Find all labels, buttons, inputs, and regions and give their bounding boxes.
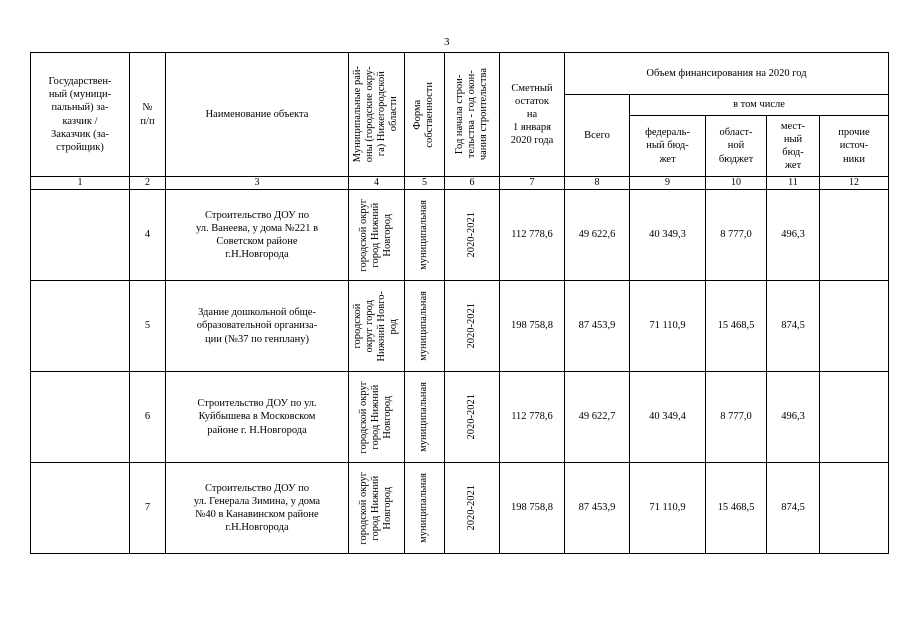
cell-estimate: 198 758,8 xyxy=(500,281,565,372)
table-row xyxy=(31,372,889,463)
header-row-1 xyxy=(31,53,889,95)
cell-num: 5 xyxy=(130,281,166,372)
page-number: 3 xyxy=(444,36,450,48)
cell-regional: 8 777,0 xyxy=(706,190,767,281)
cell-other xyxy=(820,372,889,463)
cell-regional: 8 777,0 xyxy=(706,372,767,463)
header-funding: Объем финансирования на 2020 год xyxy=(565,53,889,95)
column-number: 12 xyxy=(820,177,889,190)
header-name: Наименование объекта xyxy=(166,53,349,177)
cell-estimate: 112 778,6 xyxy=(500,190,565,281)
cell-years: 2020-2021 xyxy=(445,372,500,463)
cell-municipality: городской округ город Нижний Новгород xyxy=(349,190,405,281)
cell-object-name: Строительство ДОУ по ул. Генерала Зимина, у дома №40 в Канавинском районе г.Н.Новгорода xyxy=(166,463,349,554)
cell-estimate: 198 758,8 xyxy=(500,463,565,554)
cell-object-name: Здание дошкольной обще- образовательной организа- ции (№37 по генплану) xyxy=(166,281,349,372)
header-local: мест- ный бюд- жет xyxy=(767,116,820,177)
column-number: 8 xyxy=(565,177,630,190)
cell-other xyxy=(820,190,889,281)
cell-total: 49 622,6 xyxy=(565,190,630,281)
cell-total: 87 453,9 xyxy=(565,463,630,554)
cell-years: 2020-2021 xyxy=(445,190,500,281)
investment-table xyxy=(30,52,889,554)
cell-years: 2020-2021 xyxy=(445,463,500,554)
column-number: 2 xyxy=(130,177,166,190)
cell-customer xyxy=(31,281,130,372)
header-num: № п/п xyxy=(130,53,166,177)
header-including: в том числе xyxy=(630,95,889,116)
column-number: 9 xyxy=(630,177,706,190)
column-number: 1 xyxy=(31,177,130,190)
cell-local: 874,5 xyxy=(767,281,820,372)
cell-regional: 15 468,5 xyxy=(706,281,767,372)
cell-years: 2020-2021 xyxy=(445,281,500,372)
cell-municipality: городской округ город Нижний Новгород xyxy=(349,463,405,554)
column-number: 11 xyxy=(767,177,820,190)
cell-other xyxy=(820,463,889,554)
header-regional: област- ной бюджет xyxy=(706,116,767,177)
cell-local: 496,3 xyxy=(767,372,820,463)
cell-federal: 40 349,4 xyxy=(630,372,706,463)
header-estimate: Сметный остаток на 1 января 2020 года xyxy=(500,53,565,177)
cell-num: 7 xyxy=(130,463,166,554)
cell-object-name: Строительство ДОУ по ул. Куйбышева в Московском районе г. Н.Новгорода xyxy=(166,372,349,463)
header-ownership: Форма собственности xyxy=(405,53,445,177)
cell-local: 496,3 xyxy=(767,190,820,281)
cell-ownership: муниципальная xyxy=(405,190,445,281)
cell-customer xyxy=(31,463,130,554)
table-row xyxy=(31,190,889,281)
cell-customer xyxy=(31,372,130,463)
column-number: 7 xyxy=(500,177,565,190)
cell-num: 4 xyxy=(130,190,166,281)
column-number: 10 xyxy=(706,177,767,190)
cell-federal: 71 110,9 xyxy=(630,281,706,372)
header-years: Год начала строи- тельства - год окон- чания строительства xyxy=(445,53,500,177)
column-number: 6 xyxy=(445,177,500,190)
column-number: 3 xyxy=(166,177,349,190)
column-number: 4 xyxy=(349,177,405,190)
cell-total: 87 453,9 xyxy=(565,281,630,372)
table-row xyxy=(31,281,889,372)
cell-ownership: муниципальная xyxy=(405,372,445,463)
cell-local: 874,5 xyxy=(767,463,820,554)
column-number: 5 xyxy=(405,177,445,190)
header-customer: Государствен- ный (муници- пальный) за- казчик / Заказчик (за- стройщик) xyxy=(31,53,130,177)
column-numbers-row xyxy=(31,177,889,190)
cell-municipality: городской округ город Нижний Новгород xyxy=(349,372,405,463)
cell-ownership: муниципальная xyxy=(405,281,445,372)
cell-total: 49 622,7 xyxy=(565,372,630,463)
header-municipality: Муниципальные рай- оны (городские окру- га) Нижегородской области xyxy=(349,53,405,177)
cell-ownership: муниципальная xyxy=(405,463,445,554)
header-federal: федераль- ный бюд- жет xyxy=(630,116,706,177)
cell-object-name: Строительство ДОУ по ул. Ванеева, у дома №221 в Советском районе г.Н.Новгорода xyxy=(166,190,349,281)
cell-regional: 15 468,5 xyxy=(706,463,767,554)
cell-federal: 71 110,9 xyxy=(630,463,706,554)
cell-customer xyxy=(31,190,130,281)
header-other: прочие источ- ники xyxy=(820,116,889,177)
cell-federal: 40 349,3 xyxy=(630,190,706,281)
cell-municipality: городской округ город Нижний Новго- род xyxy=(349,281,405,372)
table-row xyxy=(31,463,889,554)
header-total: Всего xyxy=(565,95,630,177)
cell-estimate: 112 778,6 xyxy=(500,372,565,463)
cell-other xyxy=(820,281,889,372)
cell-num: 6 xyxy=(130,372,166,463)
